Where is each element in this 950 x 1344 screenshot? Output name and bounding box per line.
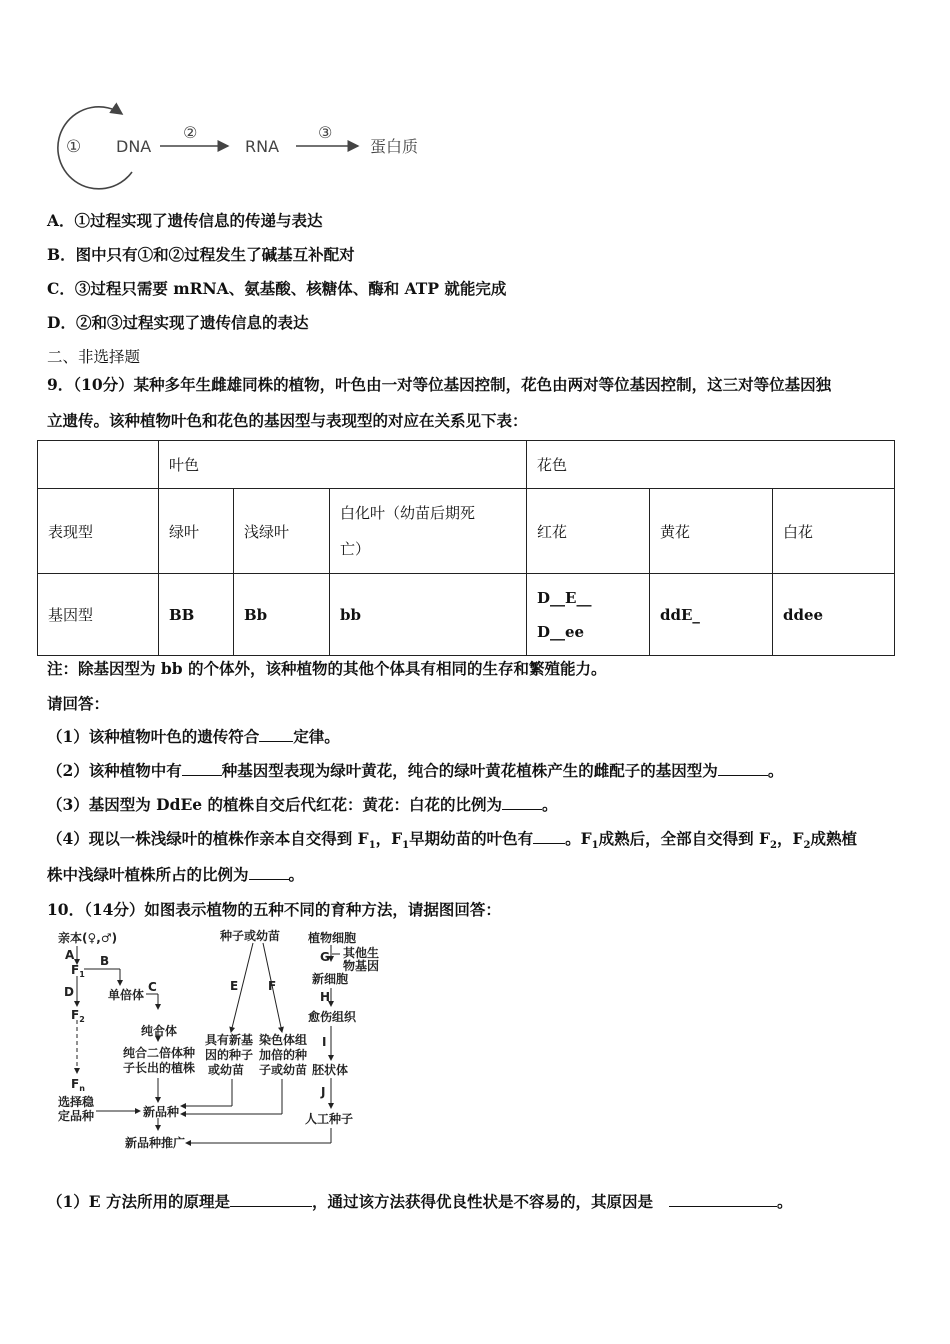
promote-node: 新品种推广 bbox=[125, 1136, 186, 1150]
rna-node: RNA bbox=[245, 137, 280, 156]
answer-blank[interactable] bbox=[718, 761, 768, 776]
diploid-node: 纯合二倍体种子长出的植株 bbox=[123, 1046, 196, 1075]
q9-stem-line2: 立遗传。该种植物叶色和花色的基因型与表现型的对应在关系见下表： bbox=[47, 411, 528, 430]
other-gene-node: 其他生物基因 bbox=[343, 946, 380, 973]
phenotype-cell: 红花 bbox=[527, 489, 650, 574]
select-stable-node: 选择稳定品种 bbox=[58, 1095, 95, 1123]
answer-blank[interactable] bbox=[669, 1192, 777, 1207]
genotype-cell: D__E__ D__ee bbox=[527, 574, 650, 656]
genotype-cell: bb bbox=[330, 574, 527, 656]
genotype-cell: BB bbox=[159, 574, 234, 656]
embryoid-node: 胚状体 bbox=[312, 1063, 349, 1077]
answer-blank[interactable] bbox=[533, 829, 565, 844]
genotype-cell: ddE_ bbox=[650, 574, 773, 656]
phenotype-cell: 绿叶 bbox=[159, 489, 234, 574]
step-j-label: J bbox=[321, 1085, 326, 1099]
option-a: A．①过程实现了遗传信息的传递与表达 bbox=[47, 211, 323, 230]
callus-node: 愈伤组织 bbox=[308, 1010, 357, 1024]
phenotype-label: 表现型 bbox=[38, 489, 159, 574]
step-b-label: B bbox=[100, 954, 110, 968]
genotype-cell: Bb bbox=[234, 574, 330, 656]
process-1-label: ① bbox=[66, 137, 82, 157]
answer-blank[interactable] bbox=[502, 795, 542, 810]
step-c-label: C bbox=[148, 980, 157, 994]
phenotype-cell: 黄花 bbox=[650, 489, 773, 574]
breeding-methods-diagram bbox=[50, 928, 410, 1158]
process-3-label: ③ bbox=[318, 123, 333, 142]
chromosome-doubled-node: 染色体组加倍的种子或幼苗 bbox=[259, 1033, 308, 1077]
phenotype-row bbox=[38, 489, 895, 574]
new-cell-node: 新细胞 bbox=[312, 972, 349, 986]
parent-node: 亲本(♀,♂) bbox=[58, 931, 118, 945]
option-b: B．图中只有①和②过程发生了碱基互补配对 bbox=[47, 245, 355, 264]
section-title: 二、非选择题 bbox=[47, 348, 141, 366]
pure-node: 纯合体 bbox=[141, 1024, 178, 1038]
q9-sub2: （2）该种植物中有 种基因型表现为绿叶黄花，纯合的绿叶黄花植株产生的雌配子的基因型为 。 bbox=[47, 761, 784, 780]
option-d: D．②和③过程实现了遗传信息的表达 bbox=[47, 313, 309, 332]
dna-node: DNA bbox=[116, 137, 152, 156]
genotype-cell: ddee bbox=[773, 574, 895, 656]
answer-blank[interactable] bbox=[259, 727, 293, 742]
flower-color-header: 花色 bbox=[527, 441, 895, 489]
artificial-seed-node: 人工种子 bbox=[305, 1112, 354, 1126]
option-c: C．③过程只需要 mRNA、氨基酸、核糖体、酶和 ATP 就能完成 bbox=[47, 279, 507, 298]
protein-node: 蛋白质 bbox=[370, 137, 419, 156]
phenotype-cell: 白花 bbox=[773, 489, 895, 574]
step-e-label: E bbox=[230, 979, 239, 993]
f2-node: $F_2$ bbox=[71, 1008, 85, 1024]
haploid-node: 单倍体 bbox=[108, 988, 145, 1002]
step-h-label: H bbox=[320, 990, 331, 1004]
new-gene-seed-node: 具有新基因的种子或幼苗 bbox=[205, 1033, 254, 1077]
q9-sub3: （3）基因型为 DdEe 的植株自交后代红花：黄花：白花的比例为 。 bbox=[47, 795, 558, 814]
q9-sub1: （1）该种植物叶色的遗传符合 定律。 bbox=[47, 727, 340, 746]
q9-sub4-line2: 株中浅绿叶植株所占的比例为 。 bbox=[47, 865, 305, 884]
f1-node: $F_1$ bbox=[71, 963, 85, 979]
process-2-label: ② bbox=[183, 123, 198, 142]
seed-node: 种子或幼苗 bbox=[220, 929, 281, 943]
q10-stem: 10．（14分）如图表示植物的五种不同的育种方法，请据图回答： bbox=[47, 900, 501, 919]
new-variety-node: 新品种 bbox=[143, 1105, 180, 1119]
q9-sub4-line1: （4）现以一株浅绿叶的植株作亲本自交得到 $F_1$，$F_1$早期幼苗的叶色有 。$F_1$成熟后，全部自交得到 $F_2$，$F_2$成熟植 bbox=[47, 829, 858, 852]
leaf-color-header: 叶色 bbox=[159, 441, 527, 489]
table-header-row bbox=[38, 441, 895, 489]
step-a-label: A bbox=[65, 948, 75, 962]
step-d-label: D bbox=[64, 985, 74, 999]
q9-ask: 请回答： bbox=[47, 694, 110, 713]
genotype-phenotype-table bbox=[37, 440, 895, 656]
plant-cell-node: 植物细胞 bbox=[308, 931, 357, 945]
phenotype-cell: 白化叶（幼苗后期死 亡） bbox=[330, 489, 527, 574]
q9-stem-line1: 9．（10分）某种多年生雌雄同株的植物，叶色由一对等位基因控制，花色由两对等位基因控制，这三对等位基因独 bbox=[47, 375, 832, 394]
step-g-label: G bbox=[320, 950, 330, 964]
genotype-row bbox=[38, 574, 895, 656]
phenotype-cell: 浅绿叶 bbox=[234, 489, 330, 574]
answer-blank[interactable] bbox=[182, 761, 222, 776]
q10-sub1: （1）E 方法所用的原理是 ，通过该方法获得优良性状是不容易的，其原因是 。 bbox=[47, 1192, 793, 1211]
answer-blank[interactable] bbox=[249, 865, 289, 880]
fn-node: $F_n$ bbox=[71, 1077, 85, 1093]
central-dogma-diagram bbox=[50, 100, 450, 190]
step-f-label: F bbox=[268, 979, 277, 993]
step-i-label: I bbox=[322, 1035, 327, 1049]
q9-note: 注：除基因型为 bb 的个体外，该种植物的其他个体具有相同的生存和繁殖能力。 bbox=[47, 659, 607, 678]
answer-blank[interactable] bbox=[230, 1192, 312, 1207]
genotype-label: 基因型 bbox=[38, 574, 159, 656]
